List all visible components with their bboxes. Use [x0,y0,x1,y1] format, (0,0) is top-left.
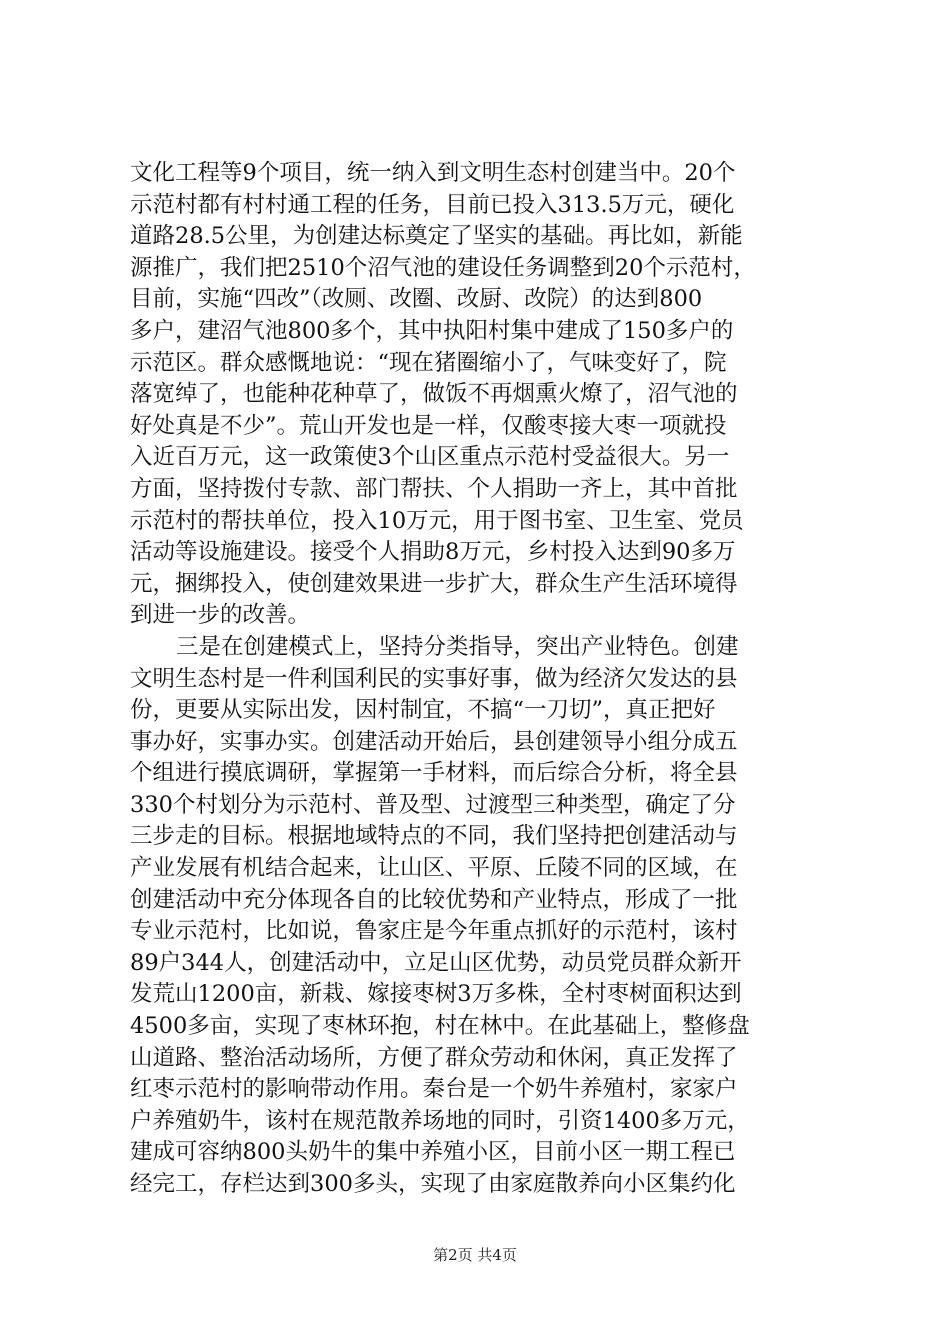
text-line: 元，捆绑投入，使创建效果进一步扩大，群众生产生活环境得 [130,570,738,597]
text-line: 文明生态村是一件利国利民的实事好事，做为经济欠发达的县 [130,665,738,692]
text-line: 红枣示范村的影响带动作用。秦台是一个奶牛养殖村，家家户 [130,1076,738,1103]
text-line: 到进一步的改善。 [130,602,311,629]
text-line: 建成可容纳800头奶牛的集中养殖小区，目前小区一期工程已 [130,1139,736,1166]
text-line: 方面，坚持拨付专款、部门帮扶、个人捐助一齐上，其中首批 [130,475,738,502]
text-line: 4500多亩，实现了枣林环抱，村在林中。在此基础上，整修盘 [130,1013,750,1040]
text-line: 三步走的目标。根据地域特点的不同，我们坚持把创建活动与 [130,823,738,850]
text-line: 山道路、整治活动场所，方便了群众劳动和休闲，真正发挥了 [130,1044,738,1071]
text-line: 创建活动中充分体现各自的比较优势和产业特点，形成了一批 [130,886,738,913]
text-line: 89户344人，创建活动中，立足山区优势，动员党员群众新开 [130,949,742,976]
text-line: 示范区。群众感慨地说：“现在猪圈缩小了，气味变好了，院 [130,349,727,376]
text-line: 目前，实施“四改”（改厕、改圈、改厨、改院）的达到800 [130,286,703,313]
body-text [130,158,840,1201]
text-line: 事办好，实事办实。创建活动开始后，县创建领导小组分成五 [130,728,738,755]
text-line: 活动等设施建设。接受个人捐助8万元，乡村投入达到90多万 [130,539,736,566]
text-line: 示范村都有村村通工程的任务，目前已投入313.5万元，硬化 [130,191,735,218]
page-number-footer: 第2页 共4页 [433,1246,517,1264]
text-line: 入近百万元，这一政策使3个山区重点示范村受益很大。另一 [130,444,730,471]
text-line: 个组进行摸底调研，掌握第一手材料，而后综合分析，将全县 [130,760,738,787]
text-line: 多户，建沼气池800多个，其中执阳村集中建成了150多户的 [130,317,734,344]
text-line: 源推广，我们把2510个沼气池的建设任务调整到20个示范村， [130,254,756,281]
text-line: 经完工，存栏达到300多头，实现了由家庭散养向小区集约化 [130,1171,736,1197]
text-line: 330个村划分为示范村、普及型、过渡型三种类型，确定了分 [130,791,736,818]
text-line: 文化工程等9个项目，统一纳入到文明生态村创建当中。20个 [130,160,736,186]
text-line: 道路28.5公里，为创建达标奠定了坚实的基础。再比如，新能 [130,223,743,250]
text-line: 专业示范村，比如说，鲁家庄是今年重点抓好的示范村，该村 [130,918,738,945]
text-line: 落宽绰了，也能种花种草了，做饭不再烟熏火燎了，沼气池的 [130,381,738,408]
text-line: 好处真是不少”。荒山开发也是一样，仅酸枣接大枣一项就投 [130,412,727,439]
text-line: 产业发展有机结合起来，让山区、平原、丘陵不同的区域，在 [130,855,738,882]
paragraph-start-line: 三是在创建模式上，坚持分类指导，突出产业特色。创建 [176,633,739,660]
text-line: 示范村的帮扶单位，投入10万元，用于图书室、卫生室、党员 [130,507,744,534]
text-line: 发荒山1200亩，新栽、嫁接枣树3万多株，全村枣树面积达到 [130,981,742,1008]
text-line: 户养殖奶牛，该村在规范散养场地的同时，引资1400多万元， [130,1107,750,1134]
text-line: 份，更要从实际出发，因村制宜，不搞“一刀切”，真正把好 [130,697,716,724]
